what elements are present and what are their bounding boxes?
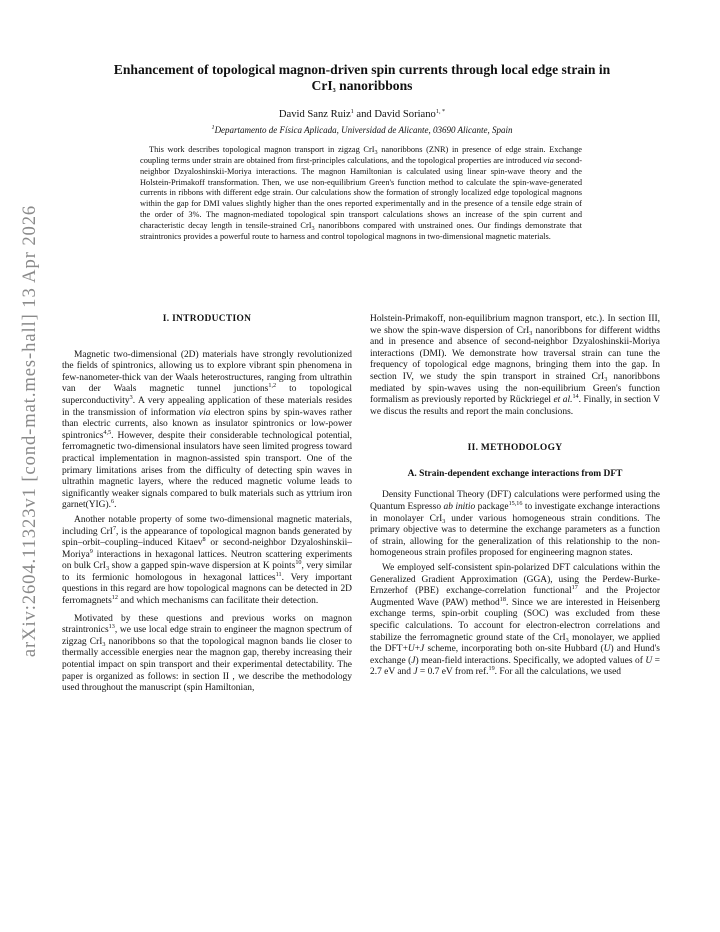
paragraph: Motivated by these questions and previous works on magnon straintronics$^{13}$, we use local edge strain to engineer the magnon spectrum of zigzag CrI$_3$ nanoribbons so that the topological magnon bands lie closer to thermally accessible energies near the magnon gap, thereby increasing their potential impact on spin transport and their experimental detectability. The paper is organized as follows: in section II , we describe the methodology used throughout the manuscript (spin Hamiltonian, [62, 613, 352, 694]
affiliation: $^1$Departamento de Física Aplicada, Universidad de Alicante, 03690 Alicante, Spain [211, 124, 513, 135]
title-line-2: CrI$_3$ nanoribbons [311, 78, 413, 94]
paper-title [60, 62, 664, 94]
arxiv-stamp [6, 196, 54, 666]
subsection-heading: A. Strain-dependent exchange interactions from DFT [407, 468, 623, 479]
abstract-text: This work describes topological magnon transport in zigzag CrI$_3$ nanoribbons (ZNR) in presence of edge strain. Exchange coupling terms under strain are obtained from first-principles calculations, and the topological properties are introduced via second-neighbor Dzyaloshinskii-Moriya interactions. The magnon Hamiltonian is calculated using linear spin-wave theory and the Holstein-Primakoff transformation. Then, we use non-equilibrium Green's function method to calculate the spin-wave-generated currents in ribbons with different edge strain. Our calculations show the formation of strongly localized edge topological magnons within the gap for DMI values slightly higher than the ones reported experimentally and in the presence of a tensile edge strain of the order of 3%. The magnon-mediated topological spin transport calculations shows an increase of the spin current and characteristic decay length in tensile-strained CrI$_3$ nanoribbons compared with unstrained ones. Our findings demonstrate that straintronics provides a powerful route to harness and control topological magnons in two-dimensional magnetic materials. [140, 145, 582, 241]
author-affiliation-mark: 1 [350, 108, 354, 115]
author-affiliation-mark: 1, * [435, 108, 446, 115]
author-name: David Sanz Ruiz [278, 109, 351, 120]
right-column [370, 314, 660, 682]
abstract [140, 145, 582, 243]
paragraph: We employed self-consistent spin-polarized DFT calculations within the Generalized Gradient Approximation (GGA), using the Perdew-Burke-Ernzerhof (PBE) exchange-correlation functional$^{17}$ and the Projector Augmented Wave (PAW) method$^{18}$. Since we are interested in Heisenberg exchange terms, spin-orbit coupling (SOC) was excluded from these specific calculations. To account for electron-electron correlations and stabilize the ferromagnetic ground state of the CrI$_3$ monolayer, we applied the DFT+U+J scheme, incorporating both on-site Hubbard (U) and Hund's exchange (J) mean-field interactions. Specifically, we adopted values of U = 2.7 eV and J = 0.7 eV from ref.$^{19}$. For all the calculations, we used [370, 563, 661, 678]
paragraph: Holstein-Primakoff, non-equilibrium magnon transport, etc.). In section III, we show the spin-wave dispersion of CrI$_3$ nanoribbons for different widths and in presence and absence of second-neighbor Dzyaloshinskii-Moriya interactions (DMI). We demonstrate how traversal strain can tune the frequency of topological edge magnons, bringing them into the gap. In section IV, we study the spin transport in strained CrI$_3$ nanoribbons mediated by spin-waves using the non-equilibrium Green's function formalism as previously reported by Rückriegel et al.$^{14}$. Finally, in section V we discus the results and report the main conclusions. [370, 314, 660, 417]
author-list: David Sanz Ruiz$^1$ and David Soriano$^{1, *}$ [278, 108, 446, 120]
title-line-1: Enhancement of topological magnon-driven spin currents through local edge strain in [113, 62, 611, 77]
section-heading-methodology: II. METHODOLOGY [467, 443, 563, 454]
paragraph: Density Functional Theory (DFT) calculations were performed using the Quantum Espresso ab initio package$^{15,16}$ to investigate exchange interactions in monolayer CrI$_3$ under various homogeneous strain conditions. The primary objective was to determine the exchange parameters as a function of strain, allowing for the generalization of this relationship to the non-homogeneous strain profiles proposed for engineering magnon states. [370, 490, 661, 559]
arxiv-identifier: arXiv:2604.11323v1 [cond-mat.mes-hall] 13 Apr 2026 [19, 204, 40, 658]
section-heading-introduction: I. INTRODUCTION [162, 314, 252, 324]
author-name: David Soriano [374, 109, 436, 120]
paragraph: Another notable property of some two-dimensional magnetic materials, including CrI$^7$, is the appearance of topological magnon bands generated by spin–orbit–coupling–induced Kitaev$^8$ or second-neighbor Dzyaloshinskii–Moriya$^9$ interactions in hexagonal lattices. Neutron scattering experiments on bulk CrI$_3$ show a gapped spin-wave dispersion at K points$^{10}$, very similar to its fermionic homologous in hexagonal lattices$^{11}$. Very important questions in this regard are how topological magnons can be detected in 2D ferromagnets$^{12}$ and which mechanisms can facilitate their detection. [62, 514, 352, 607]
paragraph: Magnetic two-dimensional (2D) materials have strongly revolutionized the fields of spintronics, allowing us to explore vibrant spin phenomena in few-nanometer-thick van der Waals heterostructures, ranging from ultrathin van der Waals magnetic tunnel junctions$^{1,2}$ to topological superconductivity$^3$. A very appealing application of these materials resides in the transmission of information via electron spins by spin-waves rather than electric currents, also known as insulator spintronics or low-power spintronics$^{4,5}$. However, despite their considerable technological potential, ferromagnetic two-dimensional insulators have seen limited progress toward practical implementation in magnon-assisted spin transport. One of the primary limitations arises from the difficulty of detecting spin waves in ultrathin magnetic layers, where the reduced magnetic volume leads to significantly weaker signals compared to bulk materials such as yttrium iron garnet(YIG).$^6$. [62, 349, 352, 511]
left-column [62, 314, 352, 698]
